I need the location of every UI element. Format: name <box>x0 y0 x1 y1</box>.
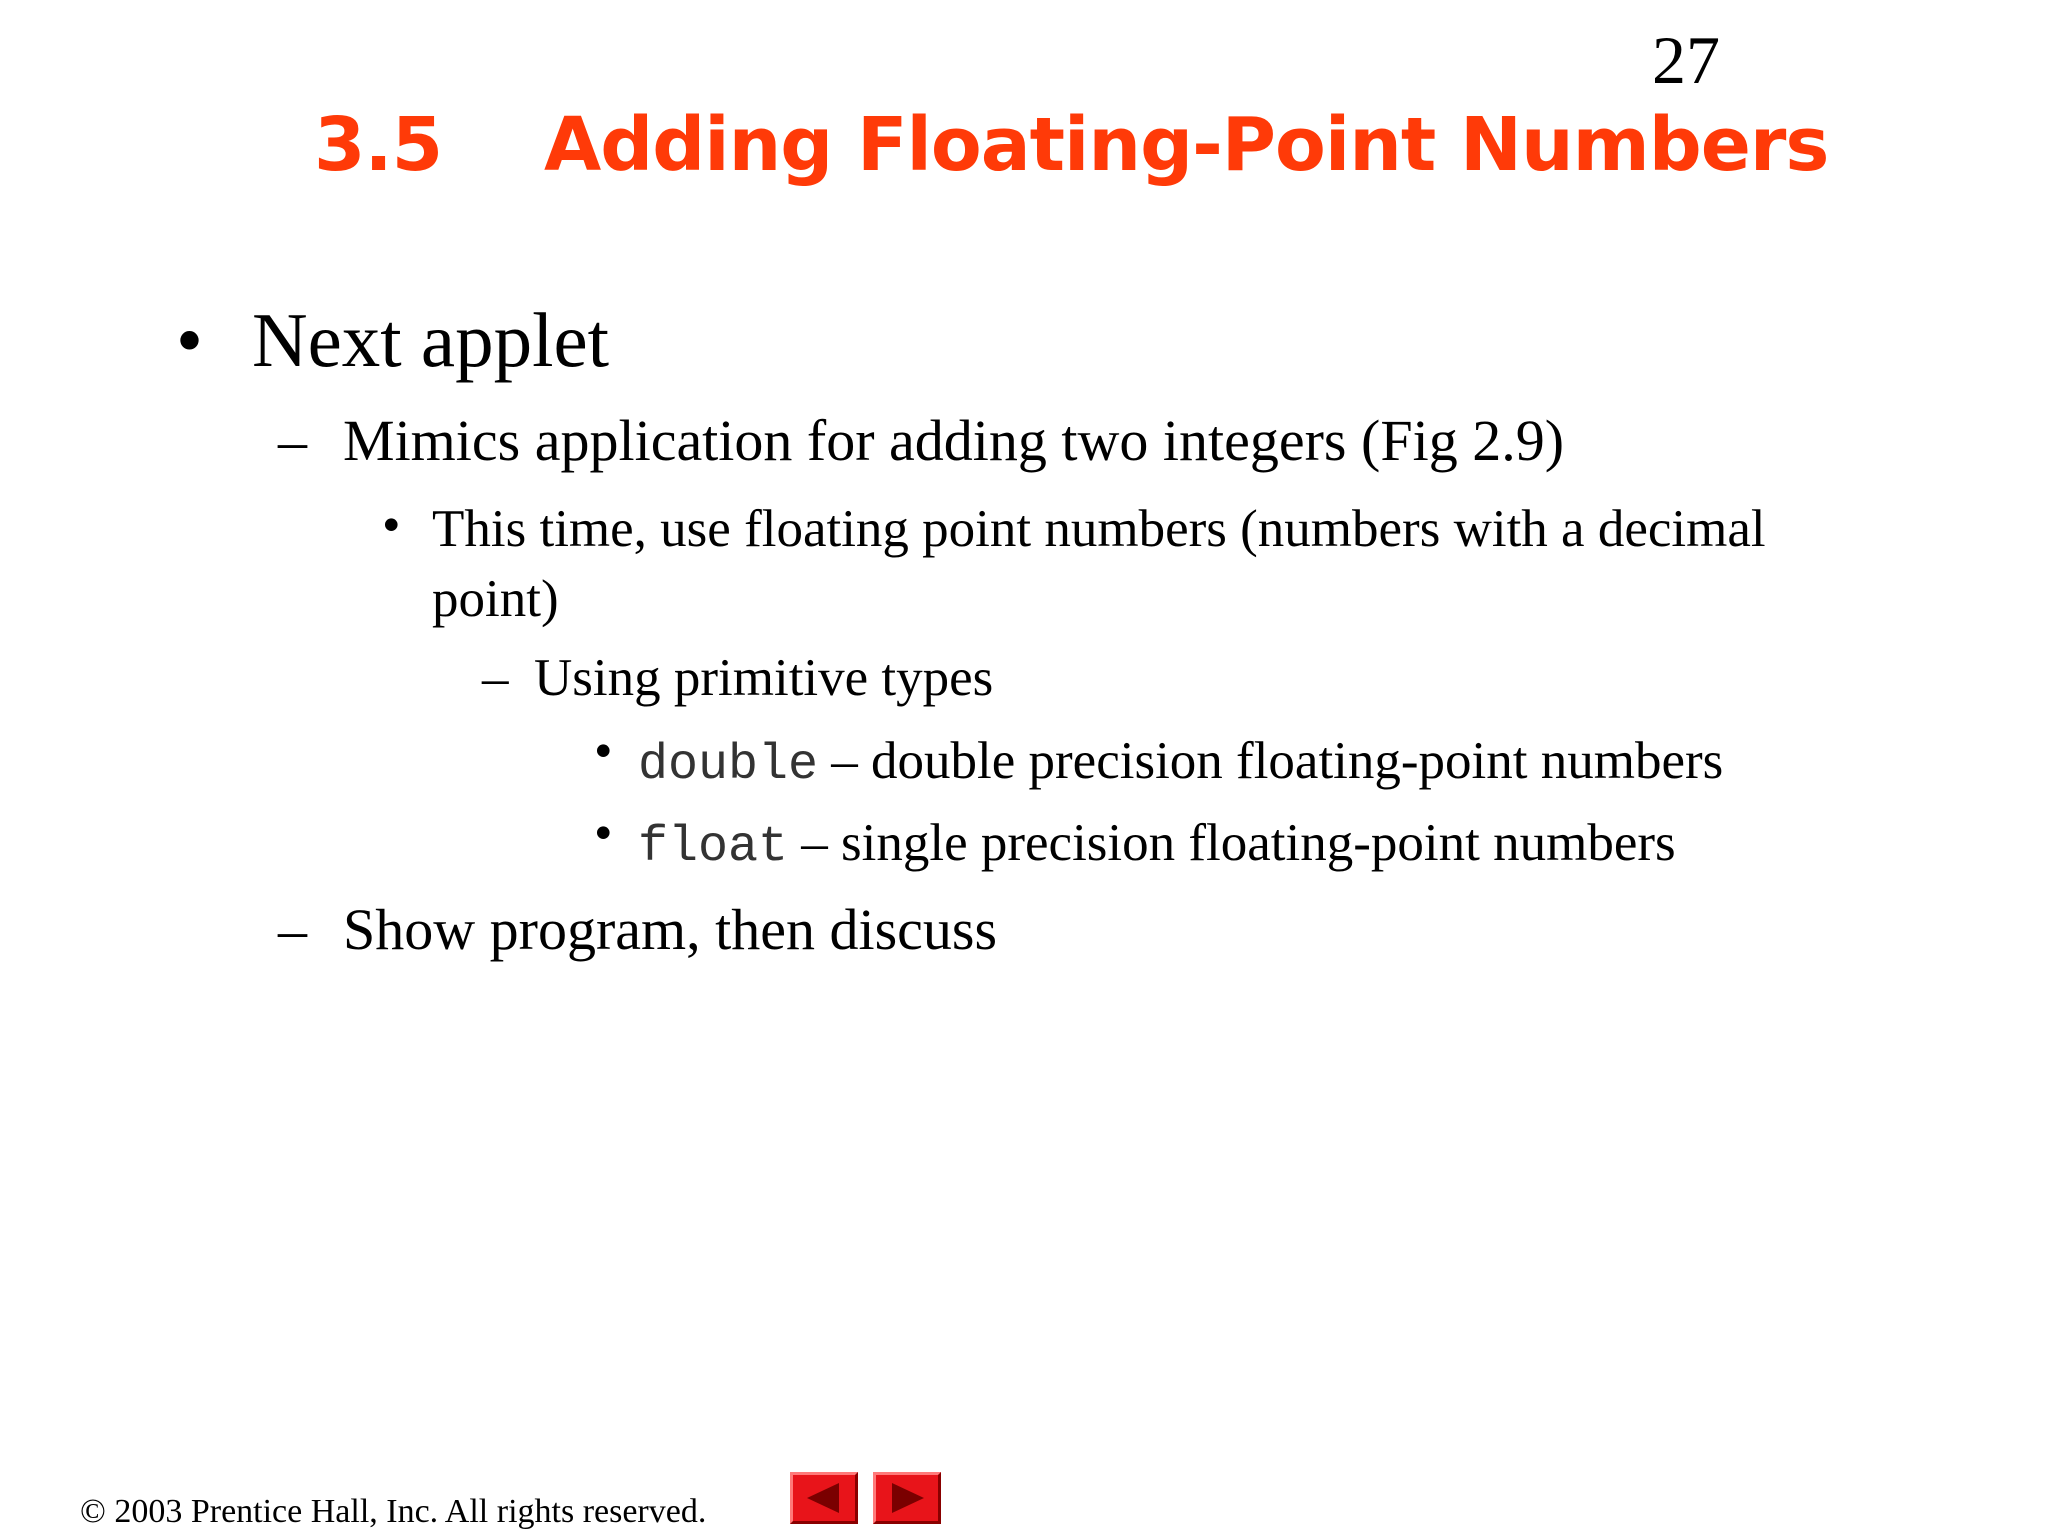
next-slide-button[interactable] <box>873 1472 941 1524</box>
code-keyword-float: float <box>638 819 789 876</box>
slide-number: 27 <box>1652 22 1720 98</box>
subbullet-text: – single precision floating-point numbers <box>788 814 1676 872</box>
dash-marker: – <box>278 897 307 962</box>
subbullet-text: Mimics application for adding two integers (Fig 2.9) <box>343 408 1565 473</box>
subbullet-text: Using primitive types <box>534 649 994 707</box>
section-number: 3.5 <box>314 102 443 188</box>
subbullet-text: Show program, then discuss <box>343 897 998 962</box>
previous-slide-button[interactable] <box>790 1472 858 1524</box>
bullet-text: Next applet <box>252 297 610 383</box>
code-keyword-double: double <box>638 737 819 794</box>
bullet-marker: • <box>594 722 613 780</box>
dash-marker: – <box>482 649 509 707</box>
subbullet-text-line2: point) <box>432 570 559 628</box>
copyright-footer: © 2003 Prentice Hall, Inc. All rights reserved. <box>80 1493 707 1530</box>
section-title: Adding Floating-Point Numbers <box>544 102 1829 188</box>
left-triangle-icon <box>793 1475 855 1521</box>
subbullet-text: – double precision floating-point numbers <box>818 732 1724 790</box>
bullet-marker: • <box>176 297 203 383</box>
bullet-marker: • <box>382 496 401 554</box>
dash-marker: – <box>278 408 307 473</box>
right-triangle-icon <box>876 1475 938 1521</box>
subbullet-text-line1: This time, use floating point numbers (numbers with a decimal <box>432 500 1766 558</box>
bullet-marker: • <box>594 804 613 862</box>
